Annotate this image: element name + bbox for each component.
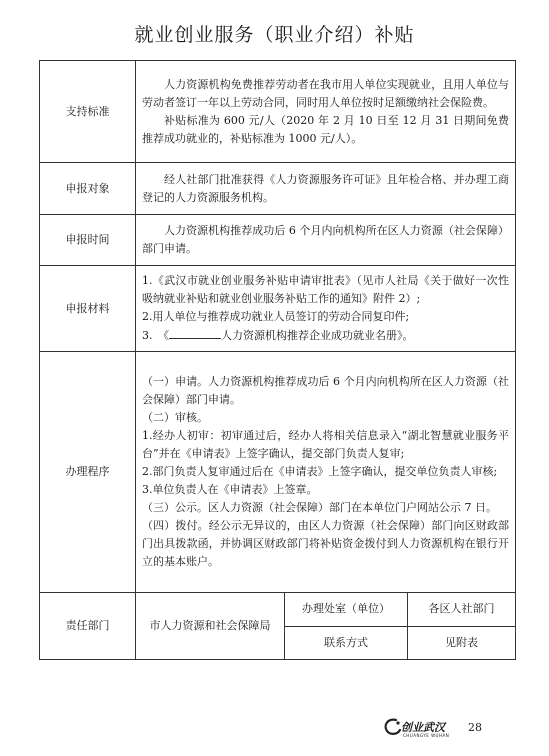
procedure-substep-3: 3.单位负责人在《申请表》上签章。: [142, 483, 318, 496]
contact-label: 联系方式: [285, 626, 408, 659]
label-materials: 申报材料: [40, 266, 136, 352]
time-text: 人力资源机构推荐成功后 6 个月内向机构所在区人力资源（社会保障）部门申请。: [142, 224, 509, 255]
materials-content: [136, 266, 516, 352]
row-procedure: [40, 352, 516, 593]
office-value: 各区人社部门: [408, 593, 516, 626]
material-item-3-suffix: 人力资源机构推荐企业成功就业名册》。: [221, 329, 414, 342]
material-item-3: [142, 326, 509, 345]
support-content: [136, 61, 516, 163]
time-content: [136, 215, 516, 266]
procedure-substep-2: 2.部门负责人复审通过后在《申请表》上签字确认，提交单位负责人审核;: [142, 465, 498, 478]
page-title: 就业创业服务（职业介绍）补贴: [134, 24, 415, 46]
row-responsible: [40, 593, 516, 660]
footer-logo-text: 创业武汉: [401, 721, 445, 734]
target-text: 经人社部门批准获得《人力资源服务许可证》且年检合格、并办理工商登记的人力资源服务机构。: [142, 172, 509, 204]
procedure-step-1: （一）申请。人力资源机构推荐成功后 6 个月内向机构所在区人力资源（社会保障）部门申请。: [142, 375, 509, 406]
row-support: [40, 61, 516, 163]
contact-value: 见附表: [445, 635, 478, 649]
material-item-3-prefix: 3. 《: [142, 329, 169, 342]
target-content: [136, 163, 516, 215]
label-target: 申报对象: [40, 163, 136, 215]
label-time: 申报时间: [40, 215, 136, 266]
material-item-2: 2.用人单位与推荐成功就业人员签订的劳动合同复印件;: [142, 310, 410, 323]
subsidy-table: [39, 60, 516, 660]
label-responsible: 责任部门: [40, 593, 136, 660]
footer-logo-subtext: CHUANGYE WUHAN: [403, 733, 450, 738]
label-support: 支持标准: [40, 61, 136, 163]
responsible-content: [136, 593, 516, 660]
row-time: [40, 215, 516, 266]
procedure-step-3: （三）公示。区人力资源（社会保障）部门在本单位门户网站公示 7 日。: [142, 501, 497, 514]
material-item-1: 1.《武汉市就业创业服务补贴申请审批表》（见市人社局《关于做好一次性吸纳就业补贴和就业创业服务补贴工作的通知》附件 2）;: [142, 274, 509, 305]
procedure-step-4: （四）拨付。经公示无异议的，由区人力资源（社会保障）部门向区财政部门出具拨款函，并协调区财政部门将补贴资金拨付到人力资源机构在银行开立的基本账户。: [142, 519, 509, 568]
support-text-2: 补贴标准为 600 元/人（2020 年 2 月 10 日至 12 月 31 日期间免费推荐成功就业的，补贴标准为 1000 元/人）。: [142, 113, 509, 145]
support-text-1: 人力资源机构免费推荐劳动者在我市用人单位实现就业，且用人单位与劳动者签订一年以上劳动合同，同时用人单位按时足额缴纳社会保险费。: [142, 77, 509, 109]
row-target: [40, 163, 516, 215]
row-materials: [40, 266, 516, 352]
procedure-step-2: （二）审核。: [142, 411, 208, 424]
procedure-substep-1: 1.经办人初审：初审通过后，经办人将相关信息录入“湖北智慧就业服务平台”并在《申请表》上签字确认，提交部门负责人复审;: [142, 429, 509, 460]
page-number: 28: [468, 721, 482, 734]
responsible-dept: 市人力资源和社会保障局: [136, 593, 285, 659]
fill-in-blank: [169, 326, 221, 339]
label-procedure: 办理程序: [40, 352, 136, 593]
responsible-subtable: [136, 593, 515, 659]
office-label: 办理处室（单位）: [285, 593, 408, 626]
procedure-content: [136, 352, 516, 593]
